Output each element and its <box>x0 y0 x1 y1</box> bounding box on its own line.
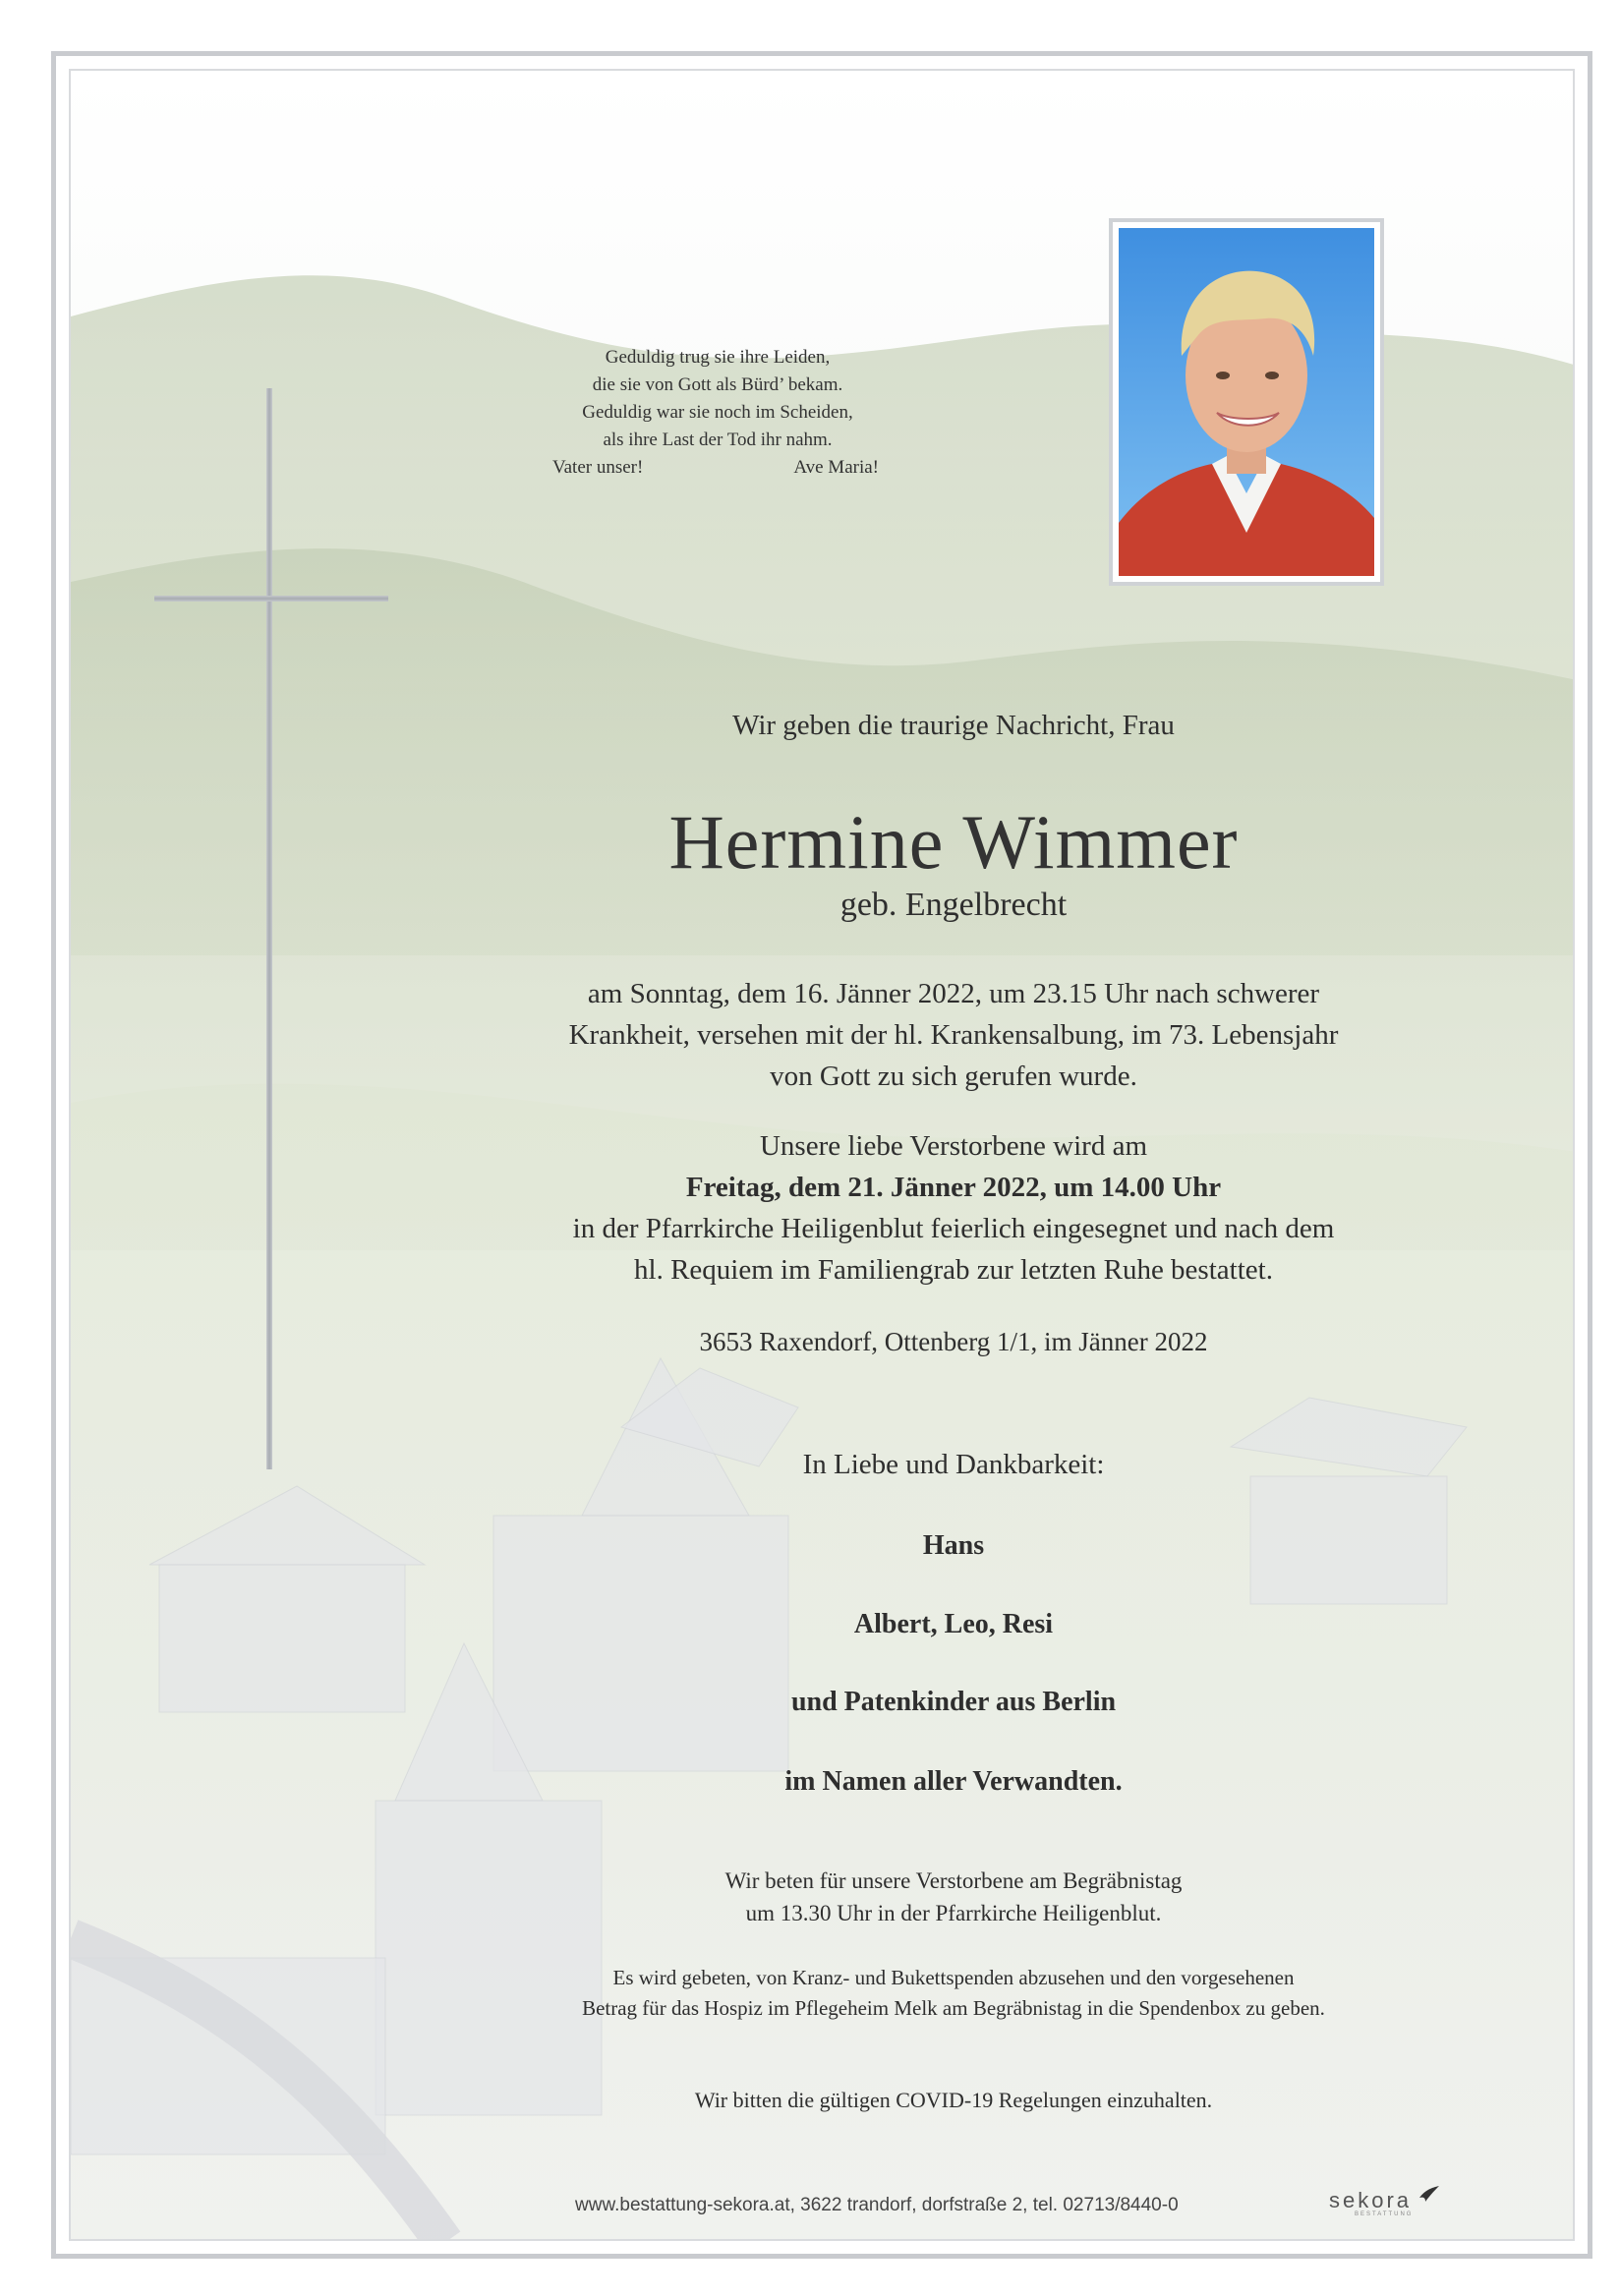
sekora-logo <box>1329 2188 1413 2217</box>
covid-note: Wir bitten die gültigen COVID-19 Regelungen einzuhalten. <box>694 2088 1213 2112</box>
prayer-note <box>413 1865 1494 1929</box>
footer-contact: www.bestattung-sekora.at, 3622 trandorf, dorfstraße 2, tel. 02713/8440-0 <box>575 2195 1179 2215</box>
portrait-frame <box>1109 218 1384 586</box>
funeral-line: in der Pfarrkirche Heiligenblut feierlich eingesegnet und nach dem <box>572 1213 1335 1244</box>
donation-note-line: Betrag für das Hospiz im Pflegeheim Melk am Begräbnistag in die Spendenbox zu geben. <box>582 1996 1325 2020</box>
family-member: Albert, Leo, Resi <box>853 1609 1054 1639</box>
death-line: von Gott zu sich gerufen wurde. <box>770 1061 1137 1092</box>
funeral-intro: Unsere liebe Verstorbene wird am <box>759 1130 1148 1162</box>
intro-line: Wir geben die traurige Nachricht, Frau <box>732 710 1175 741</box>
portrait-photo <box>1119 228 1374 576</box>
poem <box>550 344 885 482</box>
deceased-name: Hermine Wimmer <box>668 799 1239 885</box>
maiden-name: geb. Engelbrecht <box>839 887 1068 923</box>
death-paragraph <box>413 973 1494 1097</box>
prayer-right: Ave Maria! <box>793 457 879 478</box>
logo-word: sekora <box>1329 2188 1413 2212</box>
poem-line: Geduldig war sie noch im Scheiden, <box>582 402 853 423</box>
funeral-date: Freitag, dem 21. Jänner 2022, um 14.00 Uhr <box>685 1172 1222 1203</box>
death-line: am Sonntag, dem 16. Jänner 2022, um 23.15 Uhr nach schwerer <box>587 978 1320 1009</box>
logo-sub: BESTATTUNG <box>1355 2211 1414 2217</box>
donation-note-line: Es wird gebeten, von Kranz- und Bukettspenden abzusehen und den vorgesehenen <box>612 1966 1295 1989</box>
family-member: Hans <box>922 1530 985 1561</box>
poem-line: Geduldig trug sie ihre Leiden, <box>605 347 831 368</box>
poem-line: die sie von Gott als Bürd’ bekam. <box>592 374 843 395</box>
poem-line: als ihre Last der Tod ihr nahm. <box>603 430 833 450</box>
cross-vertical-bar <box>266 388 272 1469</box>
family-member: und Patenkinder aus Berlin <box>790 1687 1117 1717</box>
funeral-paragraph <box>413 1125 1494 1291</box>
funeral-line: hl. Requiem im Familiengrab zur letzten Ruhe bestattet. <box>634 1254 1273 1286</box>
cross-horizontal-bar <box>154 596 388 602</box>
donation-note <box>413 1963 1494 2024</box>
love-line: In Liebe und Dankbarkeit: <box>802 1449 1105 1480</box>
prayer-note-line: um 13.30 Uhr in der Pfarrkirche Heiligenblut. <box>745 1901 1162 1925</box>
poem-prayers <box>550 454 885 482</box>
prayer-note-line: Wir beten für unsere Verstorbene am Begräbnistag <box>724 1868 1183 1893</box>
prayer-left: Vater unser! <box>552 457 644 478</box>
death-line: Krankheit, versehen mit der hl. Krankensalbung, im 73. Lebensjahr <box>568 1019 1339 1051</box>
place-date: 3653 Raxendorf, Ottenberg 1/1, im Jänner 2022 <box>699 1327 1208 1356</box>
family-member: im Namen aller Verwandten. <box>784 1766 1123 1797</box>
bird-icon <box>1418 2184 1441 2204</box>
